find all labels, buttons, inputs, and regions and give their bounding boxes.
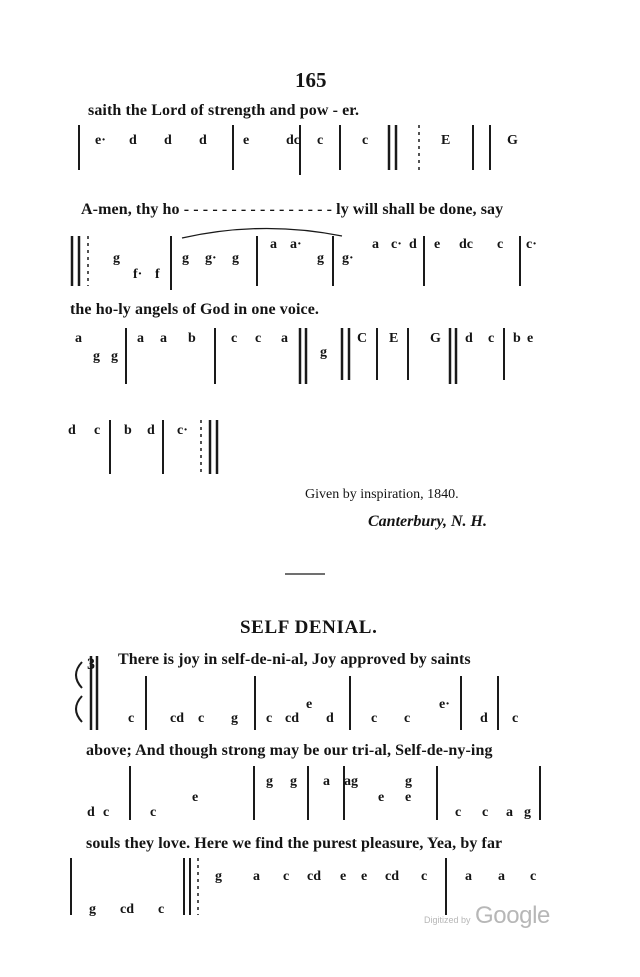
note: c bbox=[421, 869, 428, 884]
note: d bbox=[147, 423, 155, 438]
note: d bbox=[87, 805, 95, 820]
note: a bbox=[281, 331, 288, 346]
note: g· bbox=[342, 251, 354, 266]
note: e bbox=[378, 790, 385, 805]
note: c bbox=[255, 331, 262, 346]
note: e bbox=[243, 133, 250, 148]
note: c bbox=[198, 711, 205, 726]
note: e bbox=[434, 237, 441, 252]
lyric-line: saith the Lord of strength and pow - er. bbox=[88, 102, 360, 119]
hymn-title: SELF DENIAL. bbox=[240, 617, 378, 638]
note: d bbox=[68, 423, 76, 438]
note: c bbox=[150, 805, 157, 820]
note: f· bbox=[133, 267, 143, 282]
note: b bbox=[188, 331, 196, 346]
note: c bbox=[317, 133, 324, 148]
note: C bbox=[357, 331, 368, 346]
note: ag bbox=[344, 774, 358, 789]
note: g bbox=[524, 805, 531, 820]
note: g bbox=[232, 251, 239, 266]
page-number: 165 bbox=[295, 68, 327, 92]
note: g bbox=[182, 251, 189, 266]
note: E bbox=[441, 133, 451, 148]
note: g bbox=[113, 251, 120, 266]
note: c bbox=[482, 805, 489, 820]
note: a bbox=[253, 869, 260, 884]
note: cd bbox=[120, 902, 134, 917]
lyric-line: above; And though strong may be our tri-al, Self-de-ny-ing bbox=[86, 742, 493, 759]
note: dc bbox=[286, 133, 300, 148]
lyric-line: souls they love. Here we find the purest pleasure, Yea, by far bbox=[86, 835, 503, 852]
google-logo: Google bbox=[474, 902, 550, 929]
note: e bbox=[340, 869, 347, 884]
note: g bbox=[320, 345, 327, 360]
note: c bbox=[128, 711, 135, 726]
note: cd bbox=[385, 869, 399, 884]
note: f bbox=[155, 267, 160, 282]
note: cd bbox=[285, 711, 299, 726]
note: c· bbox=[391, 237, 402, 252]
note: g bbox=[405, 774, 412, 789]
note: c bbox=[283, 869, 290, 884]
note: a bbox=[498, 869, 505, 884]
note: d bbox=[409, 237, 417, 252]
lyric-line: the ho-ly angels of God in one voice. bbox=[70, 301, 320, 318]
note: a bbox=[137, 331, 144, 346]
digitized-by-google bbox=[424, 904, 550, 928]
note: g· bbox=[205, 251, 217, 266]
time-signature: 3 bbox=[87, 656, 95, 673]
note: e bbox=[306, 697, 313, 712]
note: c bbox=[488, 331, 495, 346]
note: G bbox=[507, 133, 518, 148]
note: e bbox=[405, 790, 412, 805]
note: b bbox=[513, 331, 521, 346]
note: a bbox=[465, 869, 472, 884]
note: g bbox=[266, 774, 273, 789]
note: b bbox=[124, 423, 132, 438]
note: e bbox=[361, 869, 368, 884]
note: G bbox=[430, 331, 441, 346]
lyric-line: There is joy in self-de-ni-al, Joy approved by saints bbox=[118, 651, 471, 668]
note: g bbox=[215, 869, 222, 884]
note: d bbox=[326, 711, 334, 726]
note: g bbox=[89, 902, 96, 917]
note: c bbox=[455, 805, 462, 820]
note: d bbox=[129, 133, 137, 148]
note: g bbox=[231, 711, 238, 726]
note: a bbox=[323, 774, 330, 789]
note: g bbox=[93, 349, 100, 364]
note: c bbox=[512, 711, 519, 726]
note: d bbox=[465, 331, 473, 346]
note: c bbox=[404, 711, 411, 726]
note: g bbox=[111, 349, 118, 364]
note: E bbox=[389, 331, 399, 346]
note: d bbox=[199, 133, 207, 148]
note: a bbox=[160, 331, 167, 346]
note: c bbox=[530, 869, 537, 884]
note: c· bbox=[177, 423, 188, 438]
note: c bbox=[266, 711, 273, 726]
note: c bbox=[94, 423, 101, 438]
note: a bbox=[75, 331, 82, 346]
note: d bbox=[164, 133, 172, 148]
note: a bbox=[270, 237, 277, 252]
note: c bbox=[103, 805, 110, 820]
note: c· bbox=[526, 237, 537, 252]
inspiration-credit: Given by inspiration, 1840. bbox=[305, 487, 459, 502]
note: cd bbox=[170, 711, 184, 726]
note: d bbox=[480, 711, 488, 726]
note: c bbox=[158, 902, 165, 917]
note: c bbox=[362, 133, 369, 148]
digitized-label: Digitized by bbox=[424, 915, 471, 925]
note: e· bbox=[439, 697, 450, 712]
note: e· bbox=[95, 133, 106, 148]
note: c bbox=[231, 331, 238, 346]
note: a· bbox=[290, 237, 302, 252]
note: cd bbox=[307, 869, 321, 884]
note: a bbox=[372, 237, 379, 252]
place-credit: Canterbury, N. H. bbox=[368, 513, 487, 530]
note: a bbox=[506, 805, 513, 820]
note: dc bbox=[459, 237, 473, 252]
note: c bbox=[371, 711, 378, 726]
note: g bbox=[317, 251, 324, 266]
note: c bbox=[497, 237, 504, 252]
note: e bbox=[192, 790, 199, 805]
note: g bbox=[290, 774, 297, 789]
note: e bbox=[527, 331, 534, 346]
lyric-line: A-men, thy ho - - - - - - - - - - - - - - - - ly will shall be done, say bbox=[81, 201, 504, 218]
